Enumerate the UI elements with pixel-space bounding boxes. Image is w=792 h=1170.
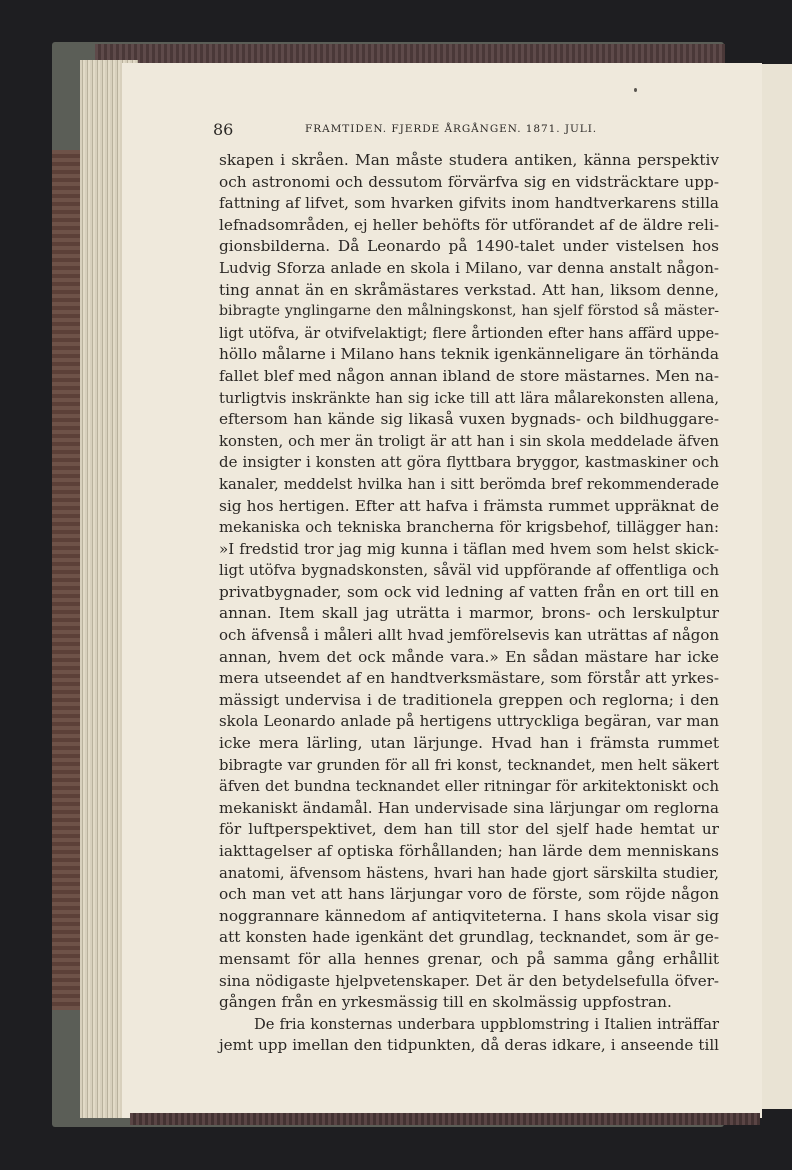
text-line: ting annat än en skråmästares verkstad. Att han, liksom denne, [219,280,719,299]
text-line: och äfvenså i måleri allt hvad jemförelsevis kan uträttas af någon [219,626,719,645]
text-line: äfven det bundna tecknandet eller ritningar för arkitektoniskt och [219,778,719,796]
text-line: noggrannare kännedom af antiqviteterna. I hans skola visar sig [219,906,719,925]
text-line: fattning af lifvet, som hvarken gifvits inom handtverkarens stilla [219,194,719,213]
text-line: att konsten hade igenkänt det grundlag, tecknandet, som är ge- [219,928,719,947]
facing-page-edge [762,64,792,1109]
text-line: de insigter i konsten att göra flyttbara bryggor, kastmaskiner och [219,453,719,472]
text-line: ligt utöfva bygnadskonsten, såväl vid uppförande af offentliga och [219,562,719,580]
text-line: mera utseendet af en handtverksmästare, som förstår att yrkes- [219,669,719,688]
book-spine-top [95,44,725,64]
text-line: gången från en yrkesmässig till en skolmässig uppfostran. [219,993,672,1012]
text-line: eftersom han kände sig likaså vuxen bygnads- och bildhuggare- [219,410,719,429]
text-line: för luftperspektivet, dem han till stor del sjelf hade hemtat ur [219,820,719,839]
page-header [213,118,723,142]
text-line: skola Leonardo anlade på hertigens uttryckliga begäran, var man [219,712,719,731]
text-line: ligt utöfva, är otvifvelaktigt; flere årtionden efter hans affärd uppe- [219,324,719,342]
text-line: jemt upp imellan den tidpunkten, då deras idkare, i anseende till [219,1036,719,1055]
text-line: och man vet att hans lärjungar voro de förste, som röjde någon [219,885,719,904]
text-line: anatomi, äfvensom hästens, hvari han hade gjort särskilta studier, [219,864,719,882]
text-line: »I fredstid tror jag mig kunna i täflan med hvem som helst skick- [219,539,719,558]
body-text [219,150,719,1057]
text-line: höllo målarne i Milano hans teknik igenkänneligare än törhända [219,345,719,364]
page-number: 86 [213,120,234,139]
text-line: konsten, och mer än troligt är att han i sin skola meddelade äfven [219,431,719,450]
text-line: annan, hvem det ock månde vara.» En sådan mästare har icke [219,647,719,666]
text-line: icke mera lärling, utan lärjunge. Hvad han i främsta rummet [219,734,719,753]
text-line: lefnadsområden, ej heller behöfts för utförandet af de äldre reli- [219,215,719,234]
text-line: Ludvig Sforza anlade en skola i Milano, var denna anstalt någon- [219,258,719,277]
book-spine-bottom [130,1113,760,1125]
text-line: mässigt undervisa i de traditionela greppen och reglorna; i den [219,690,719,709]
text-line: sig hos hertigen. Efter att hafva i främsta rummet uppräknat de [219,496,719,515]
text-line: mekaniskt ändamål. Han undervisade sina lärjungar om reglorna [219,798,719,817]
text-line: mekaniska och tekniska brancherna för krigsbehof, tillägger han: [219,518,719,537]
text-line: privatbygnader, som ock vid ledning af vatten från en ort till en [219,582,719,601]
text-line: gionsbilderna. Då Leonardo på 1490-talet under vistelsen hos [219,237,719,256]
running-head: FRAMTIDEN. FJERDE ÅRGÅNGEN. 1871. JULI. [305,123,598,135]
text-line: fallet blef med någon annan ibland de store mästarnes. Men na- [219,366,719,385]
text-line: mensamt för alla hennes grenar, och på samma gång erhållit [219,949,719,968]
text-line: bibragte var grunden för all fri konst, tecknandet, men helt säkert [219,756,719,774]
text-line: De fria konsternas underbara uppblomstring i Italien inträffar [254,1015,719,1033]
text-line: bibragte ynglingarne den målningskonst, han sjelf förstod så mäster- [219,303,719,320]
text-line: skapen i skråen. Man måste studera antiken, känna perspektiv [219,151,719,169]
text-line: och astronomi och dessutom förvärfva sig en vidsträcktare upp- [219,172,719,191]
text-line: iakttagelser af optiska förhållanden; han lärde dem menniskans [219,842,719,860]
text-line: kanaler, meddelst hvilka han i sitt berömda bref rekommenderade [219,475,719,493]
ink-mark [634,88,637,92]
text-line: turligtvis inskränkte han sig icke till att lära målarekonsten allena, [219,389,719,407]
text-line: annan. Item skall jag uträtta i marmor, brons- och lerskulptur [219,604,719,623]
text-line: sina nödigaste hjelpvetenskaper. Det är den betydelsefulla öfver- [219,971,719,990]
